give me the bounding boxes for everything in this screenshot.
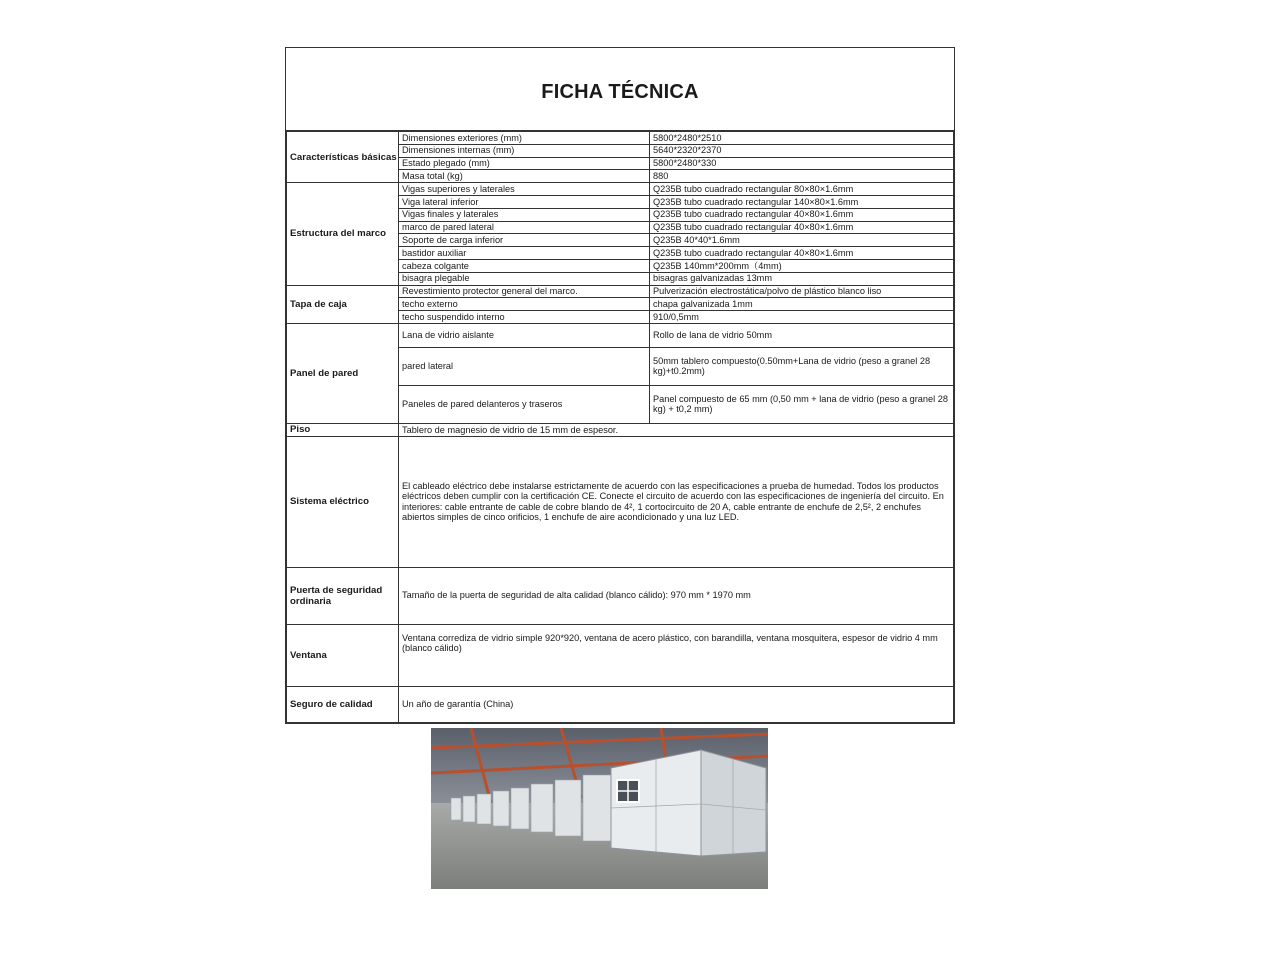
row-label: Dimensiones internas (mm) (399, 144, 650, 157)
row-label: Dimensiones exteriores (mm) (399, 132, 650, 145)
row-text: El cableado eléctrico debe instalarse estrictamente de acuerdo con las especificaciones a prueba de humedad. Todos los productos eléctricos deben cumplir con la certificación CE. Conecte el circuito de acuerdo con las especificaciones de ingeniería del circuito. En interiores: cable entrante de cable de cobre blando de 4², 1 cortocircuito de 20 A, cable entrante de enchufe de 2,5², 2 enchufes abiertos simples de cinco orificios, 1 enchufe de aire acondicionado y una luz LED. (399, 436, 954, 567)
row-value: Q235B tubo cuadrado rectangular 40×80×1.6mm (650, 208, 954, 221)
category-frame: Estructura del marco (287, 183, 399, 285)
row-label: Lana de vidrio aislante (399, 323, 650, 347)
row-text: Un año de garantía (China) (399, 686, 954, 722)
page-title: FICHA TÉCNICA (541, 80, 699, 103)
row-value: 910/0,5mm (650, 311, 954, 324)
row-value: Q235B 40*40*1.6mm (650, 234, 954, 247)
row-value: bisagras galvanizadas 13mm (650, 272, 954, 285)
table-row (287, 567, 954, 624)
table-row (287, 423, 954, 436)
row-value: 5800*2480*2510 (650, 132, 954, 145)
category-box-cover: Tapa de caja (287, 285, 399, 323)
title-box (286, 48, 954, 131)
table-row (287, 436, 954, 567)
table-row (287, 686, 954, 722)
row-value: 5640*2320*2370 (650, 144, 954, 157)
row-label: bastidor auxiliar (399, 247, 650, 260)
photo-illustration (431, 728, 768, 889)
row-label: Vigas finales y laterales (399, 208, 650, 221)
row-value: 50mm tablero compuesto(0.50mm+Lana de vidrio (peso a granel 28 kg)+t0.2mm) (650, 347, 954, 385)
row-value: Q235B tubo cuadrado rectangular 40×80×1.6mm (650, 247, 954, 260)
container-factory-photo (431, 728, 768, 889)
row-label: techo suspendido interno (399, 311, 650, 324)
row-value: Pulverización electrostática/polvo de plástico blanco liso (650, 285, 954, 298)
row-label: Viga lateral inferior (399, 195, 650, 208)
table-row (287, 624, 954, 686)
row-label: cabeza colgante (399, 259, 650, 272)
row-value: Q235B 140mm*200mm（4mm) (650, 259, 954, 272)
row-value: Q235B tubo cuadrado rectangular 80×80×1.6mm (650, 183, 954, 196)
row-text: Tablero de magnesio de vidrio de 15 mm de espesor. (399, 423, 954, 436)
row-text: Ventana corrediza de vidrio simple 920*920, ventana de acero plástico, con barandilla, ventana mosquitera, espesor de vidrio 4 mm (blanco cálido) (399, 624, 954, 686)
row-label: Paneles de pared delanteros y traseros (399, 385, 650, 423)
row-value: Panel compuesto de 65 mm (0,50 mm + lana de vidrio (peso a granel 28 kg) + t0,2 mm) (650, 385, 954, 423)
category-electrical: Sistema eléctrico (287, 436, 399, 567)
row-value: Rollo de lana de vidrio 50mm (650, 323, 954, 347)
row-value: Q235B tubo cuadrado rectangular 40×80×1.6mm (650, 221, 954, 234)
row-label: Vigas superiores y laterales (399, 183, 650, 196)
row-label: Masa total (kg) (399, 170, 650, 183)
category-security-door: Puerta de seguridad ordinaria (287, 567, 399, 624)
category-basic: Características básicas (287, 132, 399, 183)
row-value: Q235B tubo cuadrado rectangular 140×80×1.6mm (650, 195, 954, 208)
category-wall-panel: Panel de pared (287, 323, 399, 423)
row-label: Estado plegado (mm) (399, 157, 650, 170)
table-row (287, 183, 954, 196)
category-window: Ventana (287, 624, 399, 686)
row-text: Tamaño de la puerta de seguridad de alta calidad (blanco cálido): 970 mm * 1970 mm (399, 567, 954, 624)
table-row (287, 323, 954, 347)
row-label: Revestimiento protector general del marco. (399, 285, 650, 298)
row-label: bisagra plegable (399, 272, 650, 285)
spec-table (286, 131, 954, 723)
row-label: marco de pared lateral (399, 221, 650, 234)
category-floor: Piso (287, 423, 399, 436)
row-label: Soporte de carga inferior (399, 234, 650, 247)
row-value: 880 (650, 170, 954, 183)
table-row (287, 285, 954, 298)
table-row (287, 132, 954, 145)
row-value: chapa galvanizada 1mm (650, 298, 954, 311)
row-label: pared lateral (399, 347, 650, 385)
row-label: techo externo (399, 298, 650, 311)
spec-sheet (285, 47, 955, 724)
row-value: 5800*2480*330 (650, 157, 954, 170)
category-quality: Seguro de calidad (287, 686, 399, 722)
